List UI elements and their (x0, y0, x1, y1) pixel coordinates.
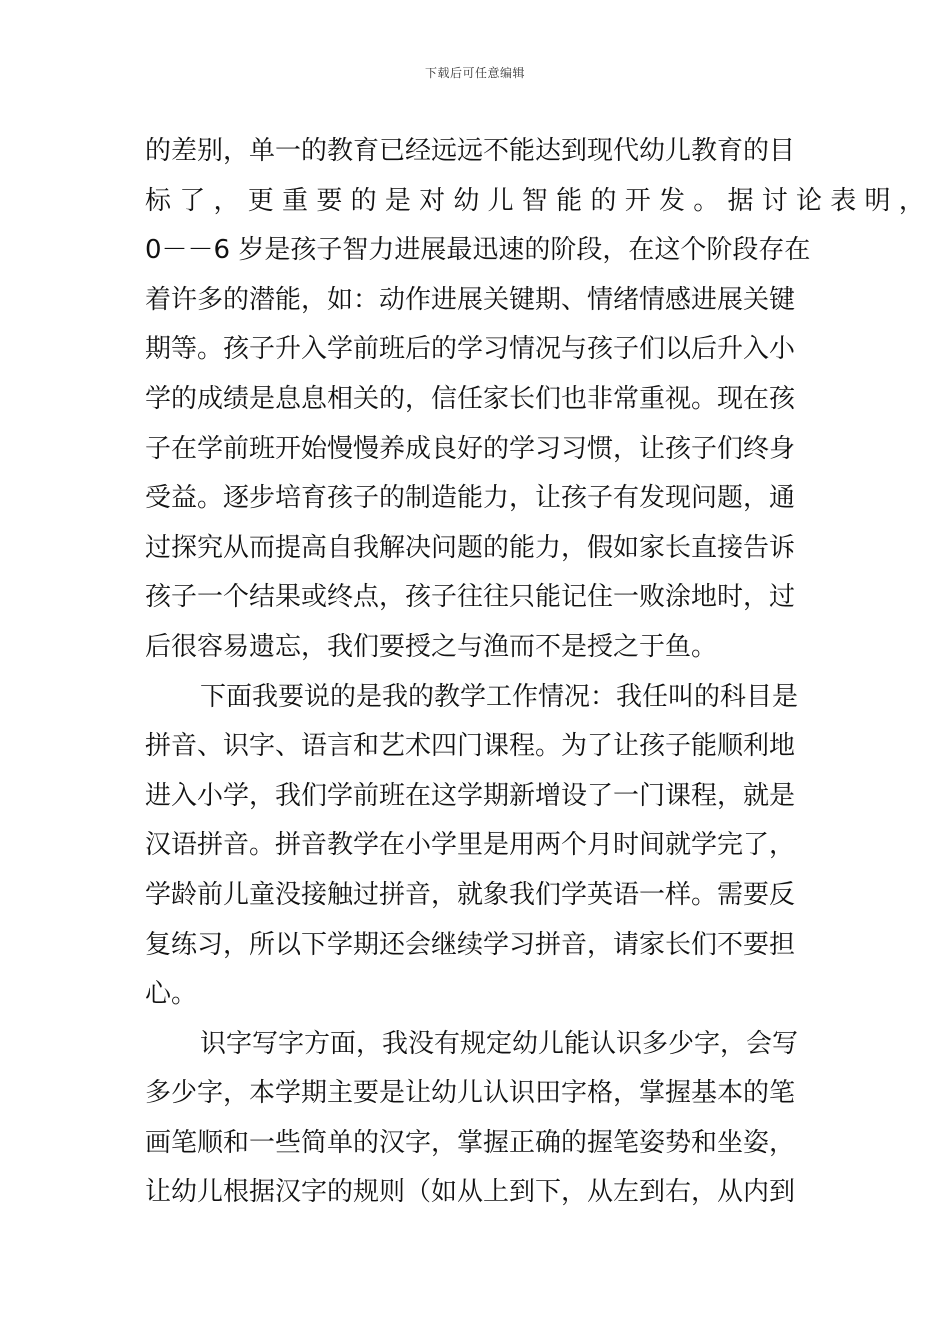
paragraph-line: 子在学前班开始慢慢养成良好的学习习惯，让孩子们终身 (145, 433, 796, 464)
paragraph-line: 孩子一个结果或终点，孩子往往只能记住一败涂地时，过 (145, 582, 796, 613)
page-header: 下载后可任意编辑 (424, 66, 525, 80)
paragraph-line: 学龄前儿童没接触过拼音，就象我们学英语一样。需要反 (145, 879, 796, 910)
paragraph-line: 学的成绩是息息相关的，信任家长们也非常重视。现在孩 (145, 383, 796, 414)
paragraph-line: 复练习，所以下学期还会继续学习拼音，请家长们不要担 (145, 929, 796, 960)
paragraph-line: 0－－6 岁是孩子智力进展最迅速的阶段，在这个阶段存在 (145, 235, 811, 266)
paragraph-line: 画笔顺和一些简单的汉字，掌握正确的握笔姿势和坐姿， (145, 1127, 796, 1158)
paragraph-line: 心。 (145, 979, 198, 1010)
paragraph-line: 期等。孩子升入学前班后的学习情况与孩子们以后升入小 (145, 334, 796, 365)
paragraph-line: 着许多的潜能，如：动作进展关键期、情绪情感进展关键 (145, 284, 796, 315)
paragraph-line: 过探究从而提高自我解决问题的能力，假如家长直接告诉 (145, 532, 796, 563)
paragraph-line: 汉语拼音。拼音教学在小学里是用两个月时间就学完了， (145, 830, 796, 861)
paragraph-line: 后很容易遗忘，我们要授之与渔而不是授之于鱼。 (145, 631, 718, 662)
body-text (145, 127, 925, 1218)
paragraph-line: 标 了 ， 更 重 要 的 是 对 幼 儿 智 能 的 开 发 。 据 讨 论 表 明 ， (145, 185, 925, 216)
paragraph-line: 下面我要说的是我的教学工作情况：我任叫的科目是 (200, 681, 799, 712)
paragraph-line: 识字写字方面，我没有规定幼儿能认识多少字，会写 (200, 1028, 799, 1059)
paragraph-line: 让幼儿根据汉字的规则（如从上到下，从左到右，从内到 (145, 1177, 796, 1208)
paragraph-line: 拼音、识字、语言和艺术四门课程。为了让孩子能顺利地 (145, 731, 796, 762)
paragraph-line: 受益。逐步培育孩子的制造能力，让孩子有发现问题，通 (145, 483, 796, 514)
paragraph-line: 的差别，单一的教育已经远远不能达到现代幼儿教育的目 (145, 136, 796, 166)
paragraph-line: 进入小学，我们学前班在这学期新增设了一门课程，就是 (145, 780, 796, 811)
paragraph-line: 多少字，本学期主要是让幼儿认识田字格，掌握基本的笔 (145, 1078, 796, 1109)
